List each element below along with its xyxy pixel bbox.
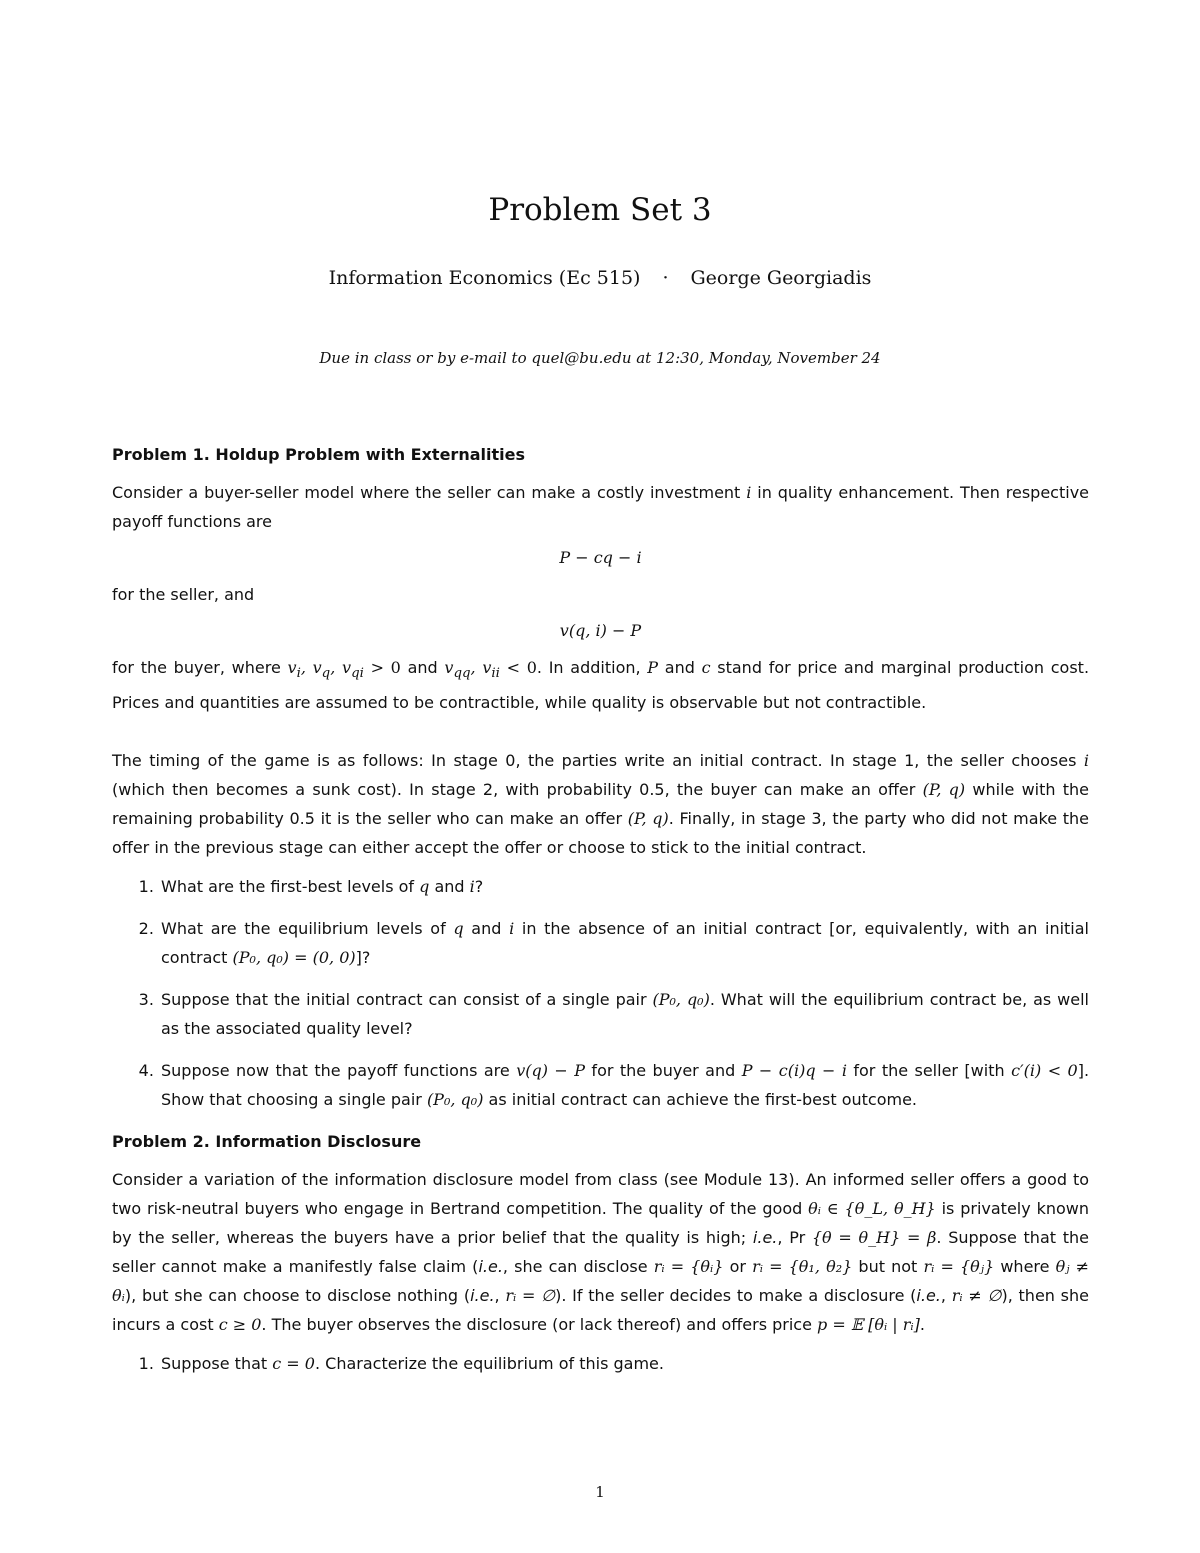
math-var: c ≥ 0 [218,1315,262,1335]
author-name: George Georgiadis [690,267,872,289]
math-var: , v [300,658,322,677]
text-run: but not [852,1257,924,1277]
math-sub: qq [453,666,471,682]
text-run: as initial contract can achieve the first-best outcome. [483,1090,918,1110]
text-run: , she can disclose [502,1257,654,1277]
math-var: i [469,877,475,897]
due-date-line: Due in class or by e-mail to quel@bu.edu at 12:30, Monday, November 24 [319,349,881,367]
text-run: , [940,1286,952,1306]
text-run: Suppose that [161,1354,273,1374]
text-run: ]? [355,948,371,968]
text-run: for the buyer and [585,1061,742,1081]
math-sub: ii [491,666,500,682]
course-name: Information Economics (Ec 515) [328,267,641,289]
math-var: θᵢ ∈ {θ_L, θ_H} [808,1199,936,1219]
page-number: 1 [595,1483,605,1501]
math-var: i [509,919,515,939]
text-run: ). If the seller decides to make a disclosure ( [555,1286,917,1306]
text-run: in the absence of an initial contract [or, equivalently, with an initial contract [161,919,1090,968]
question-2-1 [159,1349,1089,1378]
text-run: . [919,1315,925,1335]
math-var: P − c(i)q − i [741,1061,847,1081]
math-var: v [287,658,297,677]
question-1-4 [159,1056,1089,1114]
text-run: ), but she can choose to disclose nothing ( [124,1286,471,1306]
text-run: while with the remaining probability 0.5 it is the seller who can make an offer [112,780,1090,829]
math-var: (P₀, q₀) [652,990,710,1010]
text-run: for the seller [with [846,1061,1012,1081]
text-run: Consider a buyer-seller model where the seller can make a costly investment [112,483,747,502]
text-run: and [429,877,470,897]
text-run: The timing of the game is as follows: In stage 0, the parties write an initial contract. In stage 1, the seller chooses [112,751,1084,771]
italic-text: i.e. [470,1286,495,1306]
seller-payoff-equation: P − cq − i [559,548,642,567]
math-var: , v [330,658,352,677]
math-var: c [701,658,711,677]
text-run: , Pr [777,1228,812,1248]
text-run: for the buyer, where [112,658,288,677]
italic-text: i.e. [916,1286,941,1306]
text-run: Suppose that the initial contract can consist of a single pair [161,990,653,1010]
text-run: or [723,1257,753,1277]
text-run: stand for price and marginal production cost. Prices and quantities are assumed to be contractible, while quality is observable but not contractible. [112,658,1090,713]
text-run: . Finally, in stage 3, the party who did not make the offer in the previous stage can either accept the offer or choose to stick to the initial contract. [112,809,1090,858]
problem-1-heading: Problem 1. Holdup Problem with Externalities [112,445,525,464]
math-var: (P, q) [627,809,669,829]
text-run: ? [474,877,484,897]
problem-2-heading: Problem 2. Information Disclosure [112,1132,422,1152]
text-run: in quality enhancement. Then respective payoff functions are [112,483,1090,531]
page-title: Problem Set 3 [488,192,712,228]
italic-text: i.e. [478,1257,503,1277]
math-op: > 0 [363,658,401,677]
math-var: c′(i) < 0 [1011,1061,1078,1081]
text-run: , [494,1286,506,1306]
for-seller-text: for the seller, and [112,585,255,604]
problem-2-questions [112,1349,1089,1378]
text-run: is privately known by the seller, whereas the buyers have a prior belief that the quality is high; [112,1199,1090,1248]
text-run: and [400,658,445,677]
course-line [0,267,1200,289]
math-var: v(q) − P [516,1061,585,1081]
math-var: rᵢ = {θᵢ} [653,1257,724,1277]
text-run: and [463,919,510,939]
text-run: where [994,1257,1056,1277]
problem-1-intro [112,478,1089,536]
math-var: (P₀, q₀) = (0, 0) [232,948,356,968]
math-conditions-2 [444,658,537,682]
math-var: θⱼ ≠ θᵢ [112,1257,1090,1306]
math-var: rᵢ = ∅ [505,1286,556,1306]
buyer-assumptions-paragraph [112,653,1089,717]
math-var: v [444,658,454,677]
math-var: {θ = θ_H} = β [811,1228,937,1248]
math-var: P [647,658,659,677]
question-1-2 [159,914,1089,972]
text-run: ), then she incurs a cost [112,1286,1090,1335]
math-var: i [1083,751,1089,771]
math-conditions [287,658,401,682]
text-run: . Characterize the equilibrium of this game. [314,1354,664,1374]
math-var: q [419,877,430,897]
paragraph-gap [112,717,1089,746]
text-run: Suppose now that the payoff functions are [161,1061,517,1081]
text-run: and [658,658,702,677]
math-var: q [453,919,464,939]
text-run: ]. Show that choosing a single pair [161,1061,1090,1110]
text-run: Consider a variation of the information disclosure model from class (see Module 13). An informed seller offers a good to two risk-neutral buyers who engage in Bertrand competition. The quality of the good [112,1170,1089,1219]
math-var: rᵢ = {θ₁, θ₂} [752,1257,853,1277]
math-sub: i [296,666,301,682]
italic-text: i.e. [752,1228,778,1248]
math-sub: qi [351,666,364,682]
math-var: p = 𝔼 [θᵢ | rᵢ] [817,1315,920,1335]
text-run: . In addition, [536,658,648,677]
question-1-1 [159,872,1089,901]
text-run: (which then becomes a sunk cost). In stage 2, with probability 0.5, the buyer can make an offer [112,780,923,800]
text-run: What are the equilibrium levels of [161,919,454,939]
math-var: , v [470,658,492,677]
separator-dot: · [662,267,669,289]
math-var: (P₀, q₀) [426,1090,484,1110]
timing-paragraph [112,746,1089,862]
math-var: rᵢ = {θⱼ} [923,1257,995,1277]
problem-1-questions [112,872,1089,1114]
text-run: . The buyer observes the disclosure (or lack thereof) and offers price [261,1315,818,1335]
text-run: . What will the equilibrium contract be, as well as the associated quality level? [161,990,1089,1039]
problem-2-paragraph [112,1165,1089,1339]
buyer-payoff-equation: v(q, i) − P [559,621,642,640]
math-var: (P, q) [922,780,966,800]
math-var: i [746,483,752,502]
math-var: c = 0 [272,1354,315,1374]
text-run: What are the first-best levels of [161,877,420,897]
question-1-3 [159,985,1089,1043]
text-run: . Suppose that the seller cannot make a manifestly false claim ( [112,1228,1090,1277]
document-body [112,440,1089,1391]
math-var: rᵢ ≠ ∅ [951,1286,1002,1306]
math-op: < 0 [499,658,537,677]
math-sub: q [321,666,331,682]
